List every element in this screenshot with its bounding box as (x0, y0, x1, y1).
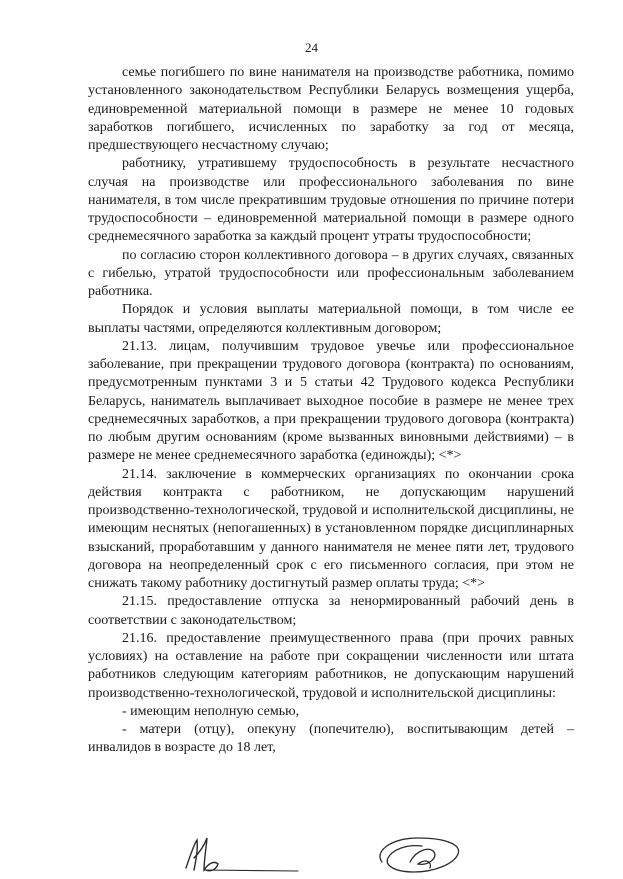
paragraph-other-cases: по согласию сторон коллективного договора – в других случаях, связанных с гибелью, утратой трудоспособности или профессиональным заболеванием работника. (88, 247, 574, 299)
signatures-area (0, 832, 623, 879)
clause-21-13: 21.13. лицам, получившим трудовое увечье или профессиональное заболевание, при прекращении трудового договора (контракта) по основаниям, предусмотренным пунктами 3 и 5 статьи 42 Трудового кодекса Республики Беларусь, наниматель выплачивает выходное пособие в размере не менее трех среднемесячных заработков, а при прекращении трудового договора (контракта) по любым другим основаниям (кроме вызванных виновными действиями) – в размере не менее среднемесячного заработка (единожды); <*> (88, 338, 574, 464)
list-item-parents-of-disabled-children: - матери (отцу), опекуну (попечителю), воспитывающим детей – инвалидов в возрасте до 18 лет, (88, 722, 574, 756)
clause-21-16: 21.16. предоставление преимущественного права (при прочих равных условиях) на оставление на работе при сокращении численности или штата работников следующим категориям работников, не допускающим нарушений производственно-технологической, трудовой и исполнительской дисциплины: (88, 630, 574, 701)
paragraph-disabled-worker: работнику, утратившему трудоспособность в результате несчастного случая на производстве или профессионального заболевания по вине нанимателя, в том числе прекратившим трудовые отношения по причине потери трудоспособности – единовременной материальной помощи в размере одного среднемесячного заработка за каждый процент утраты трудоспособности; (88, 156, 574, 245)
signature-right-icon (370, 832, 480, 878)
paragraph-family-of-deceased: семье погибшего по вине нанимателя на производстве работника, помимо установленного законодательством Республики Беларусь возмещения ущерба, единовременной материальной помощи в размере не менее 10 годовых заработков погибшего, исчисленных по заработку за год от месяца, предшествующего несчастному случаю; (88, 65, 574, 153)
clause-21-14: 21.14. заключение в коммерческих организациях по окончании срока действия контракта с работником, не допускающим нарушений производственно-технологической, трудовой и исполнительской дисциплины, не имеющим неснятых (непогашенных) в установленном порядке дисциплинарных взысканий, проработавшим у данного нанимателя не менее пяти лет, трудового договора на неопределенный срок с его письменного согласия, при этом не снижать такому работнику достигнутый размер оплаты труда; <*> (88, 466, 574, 591)
signature-left-icon (180, 834, 305, 876)
paragraph-payment-procedure: Порядок и условия выплаты материальной помощи, в том числе ее выплаты частями, определяются коллективным договором; (88, 302, 574, 336)
page-number: 24 (305, 40, 318, 55)
list-item-incomplete-family: - имеющим неполную семью, (122, 703, 300, 719)
document-body (88, 64, 574, 758)
clause-21-15: 21.15. предоставление отпуска за ненормированный рабочий день в соответствии с законодательством; (88, 594, 574, 628)
